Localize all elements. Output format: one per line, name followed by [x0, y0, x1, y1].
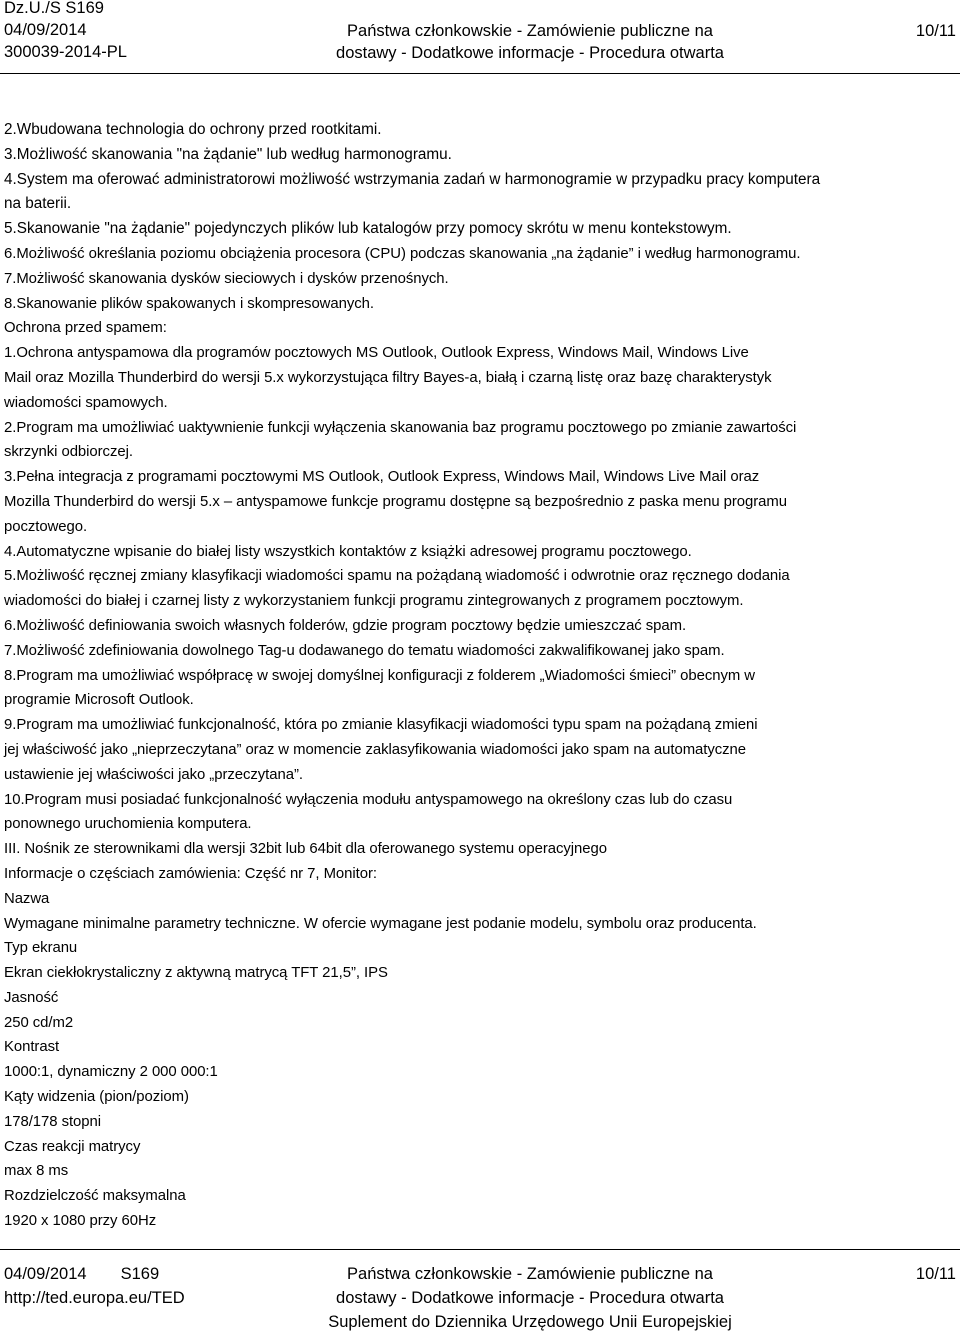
header-date: 04/09/2014	[4, 21, 87, 39]
body-block-antivirus: 2.Wbudowana technologia do ochrony przed rootkitami. 3.Możliwość skanowania "na żądanie" lub według harmonogramu. 4.System ma oferować administratorowi możliwość wstrzymania zadań w harmonogramie w przypadku pracy komputera na baterii. 5.Skanowanie "na żądanie" pojedynczych plików lub katalogów przy pomocy skrótu w menu kontekstowym.	[4, 121, 821, 238]
footer-issue: S169	[120, 1265, 160, 1283]
footer-date: 04/09/2014	[4, 1265, 87, 1283]
footer-title-line3: Suplement do Dziennika Urzędowego Unii Europejskiej	[328, 1313, 732, 1331]
footer-page-number: 10/11	[915, 1265, 956, 1283]
header-page-number: 10/11	[915, 22, 956, 40]
footer-left	[4, 1262, 185, 1310]
notice-number: 300039-2014-PL	[4, 43, 127, 61]
doc-ref: Dz.U./S S169	[4, 0, 104, 17]
header-divider	[0, 73, 960, 74]
document-body	[4, 118, 956, 1234]
header-title-line1: Państwa członkowskie - Zamówienie publiczne na	[347, 22, 713, 40]
header-title	[300, 20, 760, 64]
header-left	[4, 0, 127, 63]
page-footer	[0, 1262, 960, 1334]
page-header	[0, 0, 960, 72]
footer-title-line1: Państwa członkowskie - Zamówienie publiczne na	[347, 1265, 713, 1283]
footer-title-line2: dostawy - Dodatkowe informacje - Procedura otwarta	[336, 1289, 724, 1307]
body-block-antispam-monitor: 6.Możliwość określania poziomu obciążenia procesora (CPU) podczas skanowania „na żądanie” i według harmonogramu. 7.Możliwość skanowania dysków sieciowych i dysków przenośnych. 8.Skanowanie plików spakowanych i skompresowanych. Ochrona przed spamem: 1.Ochrona antyspamowa dla programów pocztowych MS Outlook, Outlook Express, Windows Mail, Windows Live Mail oraz Mozilla Thunderbird do wersji 5.x wykorzystująca filtry Bayes-a, białą i czarną listę oraz bazę charakterystyk wiadomości spamowych. 2.Program ma umożliwiać uaktywnienie funkcji wyłączenia skanowania baz programu pocztowego po zmianie zawartości skrzynki odbiorczej. 3.Pełna integracja z programami pocztowymi MS Outlook, Outlook Express, Windows Mail, Windows Live Mail oraz Mozilla Thunderbird do wersji 5.x – antyspamowe funkcje programu dostępne są bezpośrednio z paska menu programu pocztowego. 4.Automatyczne wpisanie do białej listy wszystkich kontaktów z książki adresowej programu pocztowego. 5.Możliwość ręcznej zmiany klasyfikacji wiadomości spamu na pożądaną wiadomość i odwrotnie oraz ręcznego dodania wiadomości do białej i czarnej listy z wykorzystaniem funkcji programu zintegrowanych z programem pocztowym. 6.Możliwość definiowania swoich własnych folderów, gdzie program pocztowy będzie umieszczać spam. 7.Możliwość zdefiniowania dowolnego Tag-u dodawanego do tematu wiadomości zakwalifikowanej jako spam. 8.Program ma umożliwiać współpracę w swojej domyślnej konfiguracji z folderem „Wiadomości śmieci” obecnym w programie Microsoft Outlook. 9.Program ma umożliwiać funkcjonalność, która po zmianie klasyfikacji wiadomości typu spam na pożądaną zmieni jej właściwość jako „nieprzeczytana” oraz w momencie zaklasyfikowania wiadomości jako spam na automatyczne ustawienie jej właściwości jako „przeczytana”. 10.Program musi posiadać funkcjonalność wyłączenia modułu antyspamowego na określony czas lub do czasu ponownego uruchomienia komputera. III. Nośnik ze sterownikami dla wersji 32bit lub 64bit dla oferowanego systemu operacyjnego Informacje o częściach zamówienia: Część nr 7, Monitor: Nazwa Wymagane minimalne parametry techniczne. W ofercie wymagane jest podanie modelu, symbolu oraz producenta. Typ ekranu Ekran ciekłokrystaliczny z aktywną matrycą TFT 21,5”, IPS Jasność 250 cd/m2 Kontrast 1000:1, dynamiczny 2 000 000:1 Kąty widzenia (pion/poziom) 178/178 stopni Czas reakcji matrycy max 8 ms Rozdzielczość maksymalna 1920 x 1080 przy 60Hz	[4, 245, 801, 1230]
header-title-line2: dostawy - Dodatkowe informacje - Procedura otwarta	[336, 44, 724, 62]
footer-divider	[0, 1249, 960, 1250]
footer-title	[300, 1262, 760, 1334]
footer-url[interactable]: http://ted.europa.eu/TED	[4, 1289, 185, 1307]
